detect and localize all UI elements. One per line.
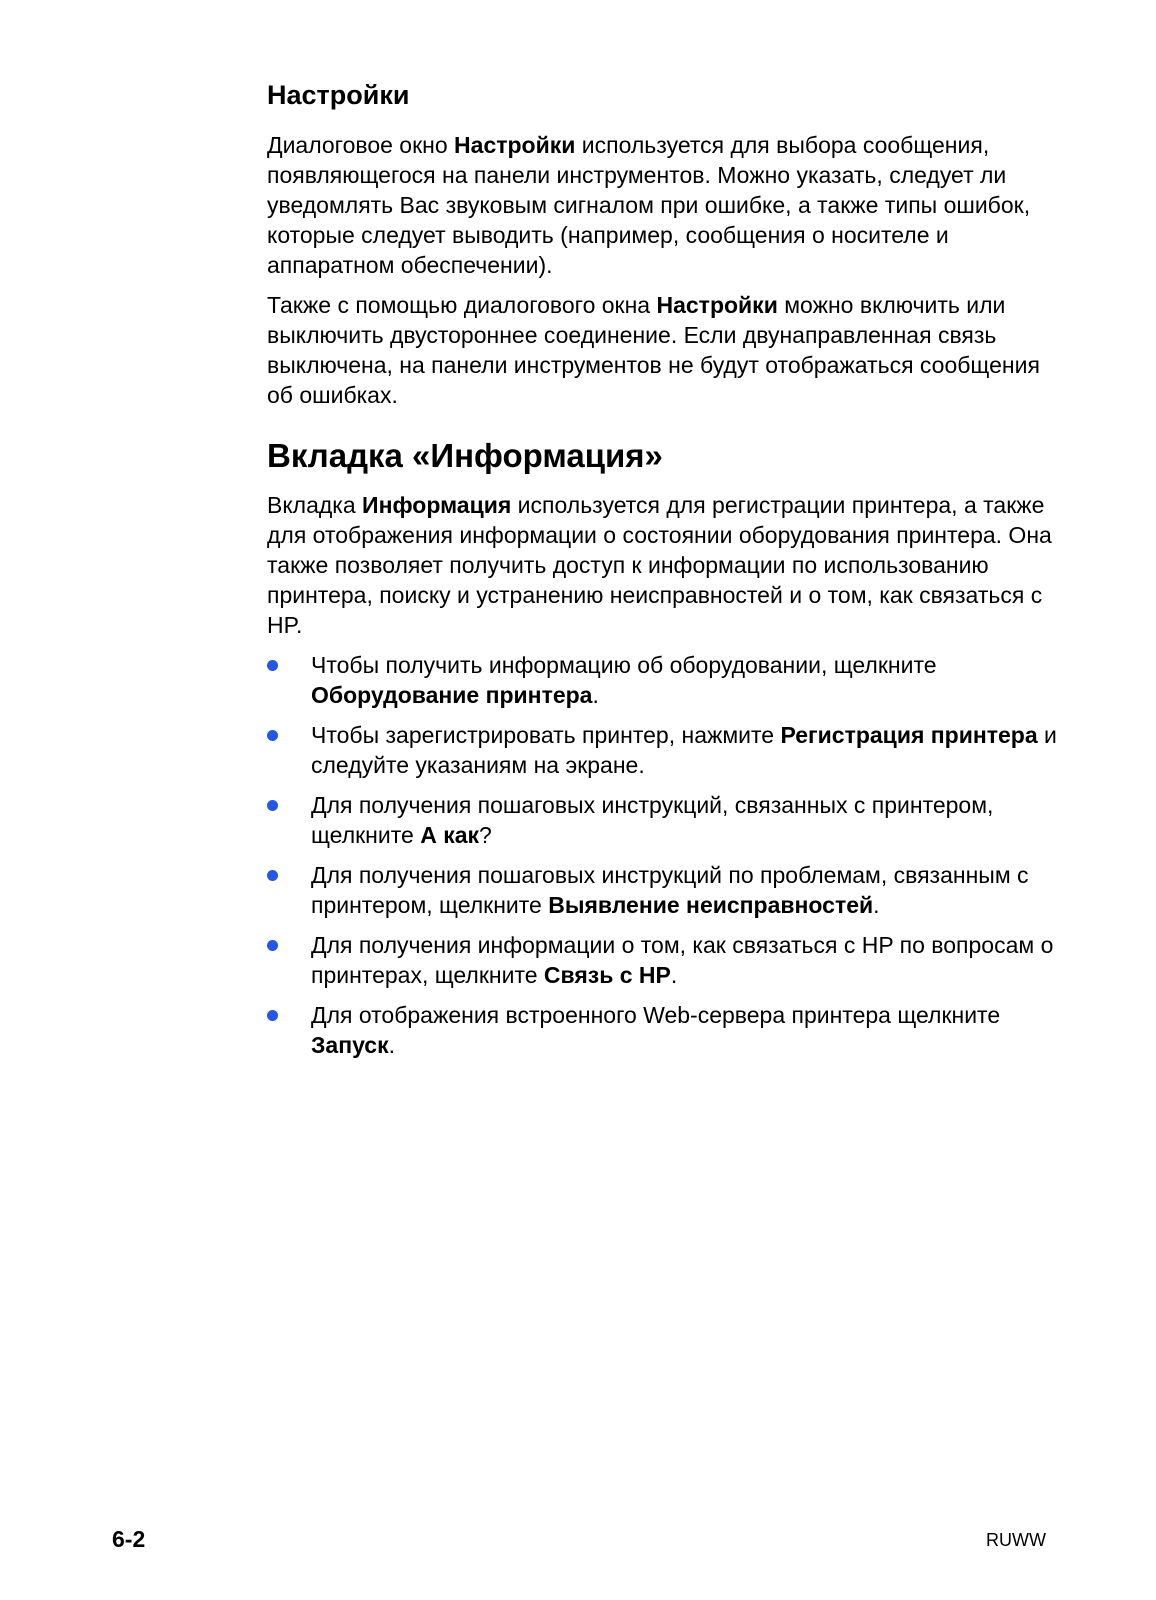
bold-term: Настройки (656, 292, 778, 318)
bold-term: Связь с HP (543, 962, 671, 988)
bold-term: Информация (362, 492, 512, 518)
list-item (267, 650, 1067, 710)
list-item (267, 930, 1067, 990)
text-run: используется для выбора сообщения, появляющегося на панели инструментов. Можно указать, следует ли уведомлять Вас звуковым сигналом при ошибке, а также типы ошибок, которые следует выводить (например, сообщения о носителе и аппаратном обеспечении). (267, 132, 1031, 278)
bold-term: А как (420, 822, 480, 848)
text-run: . (592, 682, 599, 708)
text-run: . (670, 962, 678, 988)
bullet-dot-icon (267, 800, 278, 811)
page-content (267, 78, 1067, 1070)
text-run: Для получения информации о том, как связаться с HP по вопросам о принтерах, щелкните (311, 932, 1054, 988)
bold-term: Выявление неисправностей (548, 892, 874, 918)
list-item (267, 720, 1067, 780)
text-run: Для получения пошаговых инструкций, связанных с принтером, щелкните (311, 792, 994, 848)
info-tab-bullet-list (267, 650, 1067, 1060)
text-run: Для отображения встроенного Web-сервера принтера щелкните (311, 1002, 1001, 1028)
text-run: Для получения пошаговых инструкций по проблемам, связанным с принтером, щелкните (311, 862, 1029, 918)
settings-paragraph-2 (267, 290, 1067, 410)
bold-term: Настройки (454, 132, 576, 158)
bold-term: Регистрация принтера (780, 722, 1038, 748)
text-run: ? (479, 822, 492, 848)
list-item (267, 1000, 1067, 1060)
text-run: Также с помощью диалогового окна (267, 292, 657, 318)
info-tab-paragraph (267, 490, 1067, 640)
text-run: можно включить или выключить двустороннее соединение. Если двунаправленная связь выключена, на панели инструментов не будут отображаться сообщения об ошибках. (267, 292, 1040, 408)
text-run: . (388, 1032, 396, 1058)
list-item (267, 790, 1067, 850)
info-tab-heading: Вкладка «Информация» (267, 437, 663, 474)
text-run: и следуйте указаниям на экране. (311, 722, 1057, 778)
settings-heading: Настройки (267, 80, 410, 110)
text-run: используется для регистрации принтера, а также для отображения информации о состоянии оборудования принтера. Она также позволяет получить доступ к информации по использованию принтера, поиску и устранению неисправностей и о том, как связаться с HP. (267, 492, 1052, 638)
locale-code: RUWW (986, 1530, 1046, 1550)
bullet-dot-icon (267, 1010, 278, 1021)
bullet-dot-icon (267, 870, 278, 881)
page-number: 6-2 (112, 1526, 146, 1552)
text-run: Чтобы получить информацию об оборудовании, щелкните (311, 652, 937, 678)
list-item (267, 860, 1067, 920)
text-run: Чтобы зарегистрировать принтер, нажмите (311, 722, 781, 748)
bullet-dot-icon (267, 660, 278, 671)
text-run: Диалоговое окно (267, 132, 455, 158)
bold-term: Оборудование принтера (311, 682, 593, 708)
text-run: . (873, 892, 880, 918)
bullet-dot-icon (267, 730, 278, 741)
settings-paragraph-1 (267, 130, 1067, 280)
text-run: Вкладка (267, 492, 363, 518)
bullet-dot-icon (267, 940, 278, 951)
bold-term: Запуск (311, 1032, 389, 1058)
